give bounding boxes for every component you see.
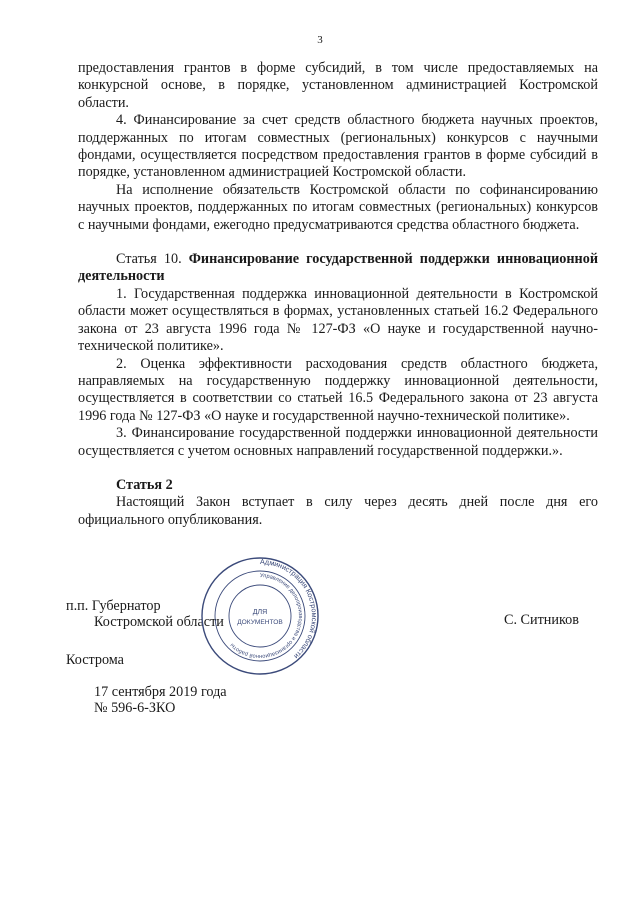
article-10-prefix: Статья 10. bbox=[116, 251, 182, 268]
article-10-heading bbox=[78, 251, 598, 286]
law-date: 17 сентября 2019 года bbox=[94, 684, 227, 700]
paragraph-cofinancing: На исполнение обязательств Костромской области по софинансированию научных проектов, поддержанных по итогам совместных (региональных) конкурсов с научными фондами, ежегодно предусматриваются средства областного бюджета. bbox=[78, 181, 598, 233]
signatory-role-line1: п.п. Губернатор bbox=[66, 598, 161, 614]
stamp-center-line2: ДОКУМЕНТОВ bbox=[237, 619, 283, 626]
signatory-name: С. Ситников bbox=[504, 612, 579, 628]
stamp-center-line1: ДЛЯ bbox=[252, 609, 268, 616]
city: Кострома bbox=[66, 652, 124, 668]
stamp-inner-text: Управление делопроизводства и организационной работы bbox=[229, 572, 303, 660]
article-10-title: Финансирование государственной поддержки инновационной деятельности bbox=[78, 251, 599, 285]
paragraph-grants-continued: предоставления грантов в форме субсидий, в том числе предоставляемых на конкурсной основе, в порядке, установленном администрацией Костромской области. bbox=[78, 60, 598, 111]
article-2-heading: Статья 2 bbox=[116, 476, 173, 493]
law-number: № 596-6-ЗКО bbox=[94, 700, 176, 716]
signatory-role-line2: Костромской области bbox=[94, 614, 224, 630]
article-10-item-1: 1. Государственная поддержка инновационной деятельности в Костромской области может осуществляться в формах, установленных статьей 16.2 Федерального закона от 23 августа 1996 года № 127-ФЗ «О науке и государственной научно-технической политике». bbox=[78, 285, 598, 355]
article-10-item-3: 3. Финансирование государственной поддержки инновационной деятельности осуществляется с учетом основных направлений государственной поддержки.». bbox=[78, 425, 598, 459]
article-10-item-2: 2. Оценка эффективности расходования средств областного бюджета, направляемых на государственную поддержку инновационной деятельности, осуществляется в соответствии со статьей 16.5 Федерального закона от 23 августа 1996 года № 127-ФЗ «О науке и государственной научно-технической политике». bbox=[78, 355, 598, 424]
article-2-text: Настоящий Закон вступает в силу через десять дней после дня его официального опубликования. bbox=[78, 494, 598, 528]
stamp-outer-text: Администрация Костромской области bbox=[259, 556, 319, 661]
paragraph-item-4: 4. Финансирование за счет средств областного бюджета научных проектов, поддержанных по итогам совместных (региональных) конкурсов с научными фондами, осуществляется посредством предоставления грантов в форме субсидий в порядке, установленном администрацией Костромской области. bbox=[78, 112, 598, 181]
page-number: 3 bbox=[317, 34, 323, 46]
official-stamp bbox=[190, 556, 330, 676]
document-body bbox=[78, 60, 598, 529]
